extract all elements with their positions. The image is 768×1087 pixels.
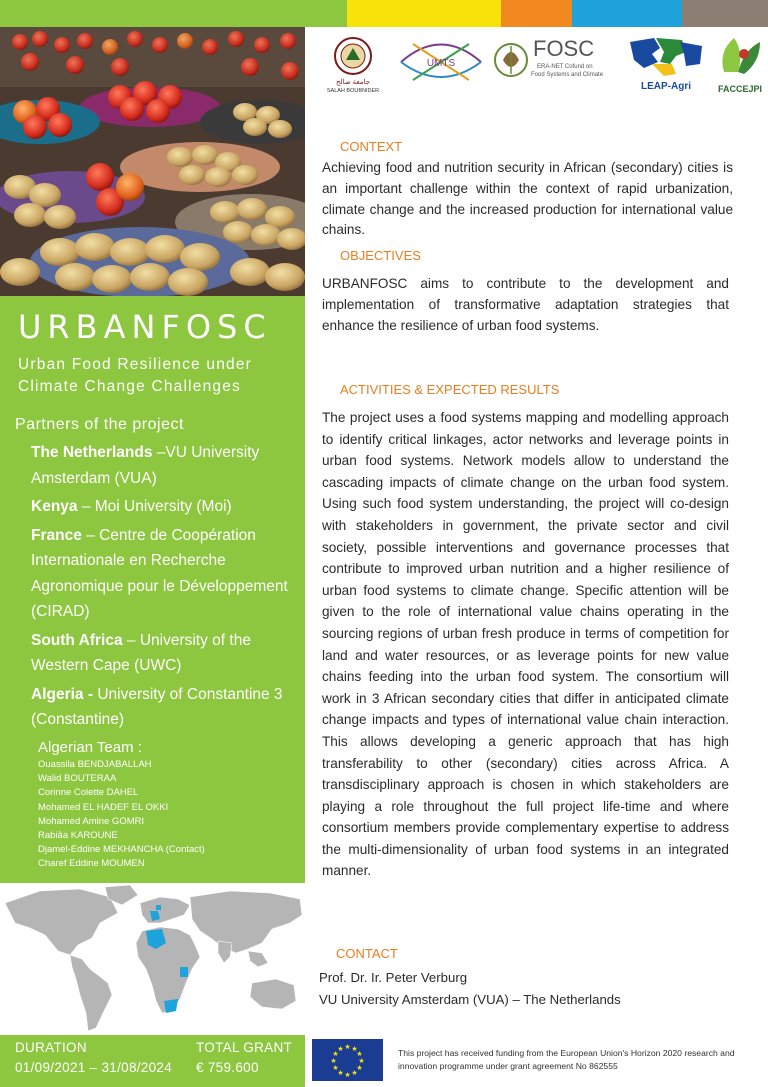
svg-text:★: ★ xyxy=(356,1064,363,1072)
context-heading: CONTEXT xyxy=(340,139,403,154)
duration-grant-strip xyxy=(0,1035,305,1087)
produce-illustration xyxy=(0,27,305,296)
svg-text:★: ★ xyxy=(344,1071,351,1079)
faccejpi-logo xyxy=(714,32,766,96)
partner-institution: Moi University (Moi) xyxy=(94,498,232,515)
partner-institution: University of the Western Cape (UWC) xyxy=(31,631,251,674)
color-segment-grey xyxy=(682,0,768,27)
partner-country: South Africa xyxy=(31,631,123,649)
contact-name: Prof. Dr. Ir. Peter Verburg xyxy=(319,970,468,985)
svg-text:★: ★ xyxy=(358,1057,365,1065)
contact-heading: CONTACT xyxy=(336,946,398,961)
partner-institution: University of Constantine 3 (Constantine) xyxy=(31,685,283,728)
svg-text:★: ★ xyxy=(337,1045,344,1053)
svg-text:★: ★ xyxy=(332,1050,339,1058)
svg-text:★: ★ xyxy=(356,1050,363,1058)
partner-country: Algeria - xyxy=(31,685,94,703)
partner-institution: VU University Amsterdam (VUA) xyxy=(31,444,260,487)
fosc-subtitle-1: ERA-NET Cofund on xyxy=(537,64,593,70)
partners-list xyxy=(31,440,299,736)
context-text: Achieving food and nutrition security in African (secondary) cities is an important challenge within the context of rapid urbanization, climate change and the increased production for international value chains. xyxy=(322,160,733,238)
partner-logos xyxy=(318,32,768,97)
fosc-title: FOSC xyxy=(533,36,595,61)
eu-stars-icon xyxy=(312,1039,383,1081)
partner-countries-map xyxy=(0,883,305,1035)
leap-agri-logo xyxy=(624,34,706,92)
team-member: Mohamed Amine GOMRI xyxy=(38,815,145,827)
partner-country: Kenya xyxy=(31,498,78,515)
svg-text:جامعة صالح: جامعة صالح xyxy=(335,79,371,86)
partners-heading: Partners of the project xyxy=(15,416,184,433)
fosc-leaf-icon xyxy=(493,34,615,90)
funding-statement: This project has received funding from the European Union's Horizon 2020 research and innovation programme under grant agreement No 862555 xyxy=(398,1048,735,1071)
team-member: Corinne Colette DAHEL xyxy=(38,787,139,799)
partner-item xyxy=(31,628,299,679)
eu-flag-icon xyxy=(312,1039,383,1081)
market-produce-photo xyxy=(0,27,305,296)
svg-text:★: ★ xyxy=(337,1069,344,1077)
faccejpi-leaf-icon xyxy=(714,32,766,96)
umts-text: UMTS xyxy=(426,58,456,69)
university-seal-icon xyxy=(318,34,388,94)
fosc-logo xyxy=(493,34,615,90)
project-info-panel xyxy=(0,296,305,883)
faccejpi-text: FACCEJPI xyxy=(717,84,763,94)
duration-label: DURATION xyxy=(15,1040,87,1055)
svg-text:★: ★ xyxy=(351,1069,358,1077)
fosc-subtitle-2: Food Systems and Climate xyxy=(531,72,604,78)
svg-text:★: ★ xyxy=(332,1064,339,1072)
partner-institution: Centre de Coopération Internationale en Recherche Agronomique pour le Développement (CIRAD) xyxy=(31,526,288,620)
color-segment-blue xyxy=(572,0,682,27)
svg-text:★: ★ xyxy=(344,1043,351,1051)
team-member: Rabiâa KAROUNE xyxy=(38,830,118,842)
partner-sep: – xyxy=(77,498,95,515)
world-map xyxy=(0,883,305,1035)
partner-item xyxy=(31,523,299,625)
team-member: Mohamed EL HADEF EL OKKI xyxy=(38,801,169,813)
salah-boubnider-logo xyxy=(318,34,388,94)
team-member: Djamel-Eddine MEKHANCHA (Contact) xyxy=(38,844,205,856)
team-member: Ouassila BENDJABALLAH xyxy=(38,759,152,770)
partner-item xyxy=(31,682,299,733)
salah-boubnider-text: SALAH BOUBNIDER xyxy=(326,88,380,94)
partner-sep: – xyxy=(122,631,140,649)
leap-agri-text: LEAP-Agri xyxy=(641,81,691,92)
duration-value: 01/09/2021 – 31/08/2024 xyxy=(15,1060,173,1075)
team-member: Charef Eddine MOUMEN xyxy=(38,858,145,870)
objectives-heading: OBJECTIVES xyxy=(340,248,421,263)
partner-country: The Netherlands xyxy=(31,444,153,461)
partner-item xyxy=(31,440,299,491)
objectives-text: URBANFOSC aims to contribute to the development and implementation of transformative adaptation strategies that enhance the resilience of urban food systems. xyxy=(322,276,729,333)
algerian-team-heading: Algerian Team : xyxy=(38,739,142,756)
algerian-team-list xyxy=(38,758,205,872)
color-segment-orange xyxy=(501,0,572,27)
partner-sep: – xyxy=(81,526,100,544)
color-segment-yellow xyxy=(347,0,501,27)
umts-logo xyxy=(393,32,489,90)
project-title: URBANFOSC xyxy=(18,308,272,346)
total-grant-label: TOTAL GRANT xyxy=(196,1040,293,1055)
top-color-bar xyxy=(0,0,768,27)
color-segment-green xyxy=(0,0,347,27)
team-member: Walid BOUTERAA xyxy=(38,773,117,785)
partner-item xyxy=(31,494,299,520)
activities-text: The project uses a food systems mapping and modelling approach to identify critical linkages, actor networks and leverage points in urban food systems. Network models allow to understand the cascading impacts of climate change on the urban food system. Using such food system understanding, the project will co-design with stakeholders in government, the private sector and civil society, possible interventions and governance processes that contribute to improved urban nutrition and a higher resilience of urban food systems to climate change. Specific attention will be given to the role of international value chains operating in the sourcing regions of urban fresh produce in terms of competition for land and water resources, or as leverage points for new value chains feeding into the urban food system. The consortium will work in 3 African secondary cities that differ in anticipated climate change impacts and types of international value chain interaction. This allows developing a generic approach that has high transferability to other (secondary) cities across Africa. A transdisciplinary approach is chosen in which stakeholders are playing a role throughout the full project life-time and where consortium members provide complementary expertise to address the multi-dimensionality of urban food systems in an integrated manner. xyxy=(322,410,729,879)
partner-country: France xyxy=(31,526,82,544)
svg-text:★: ★ xyxy=(351,1045,358,1053)
total-grant-value: € 759.600 xyxy=(196,1060,259,1075)
project-subtitle: Urban Food Resilience under Climate Change Challenges xyxy=(18,356,253,395)
activities-heading: ACTIVITIES & EXPECTED RESULTS xyxy=(340,382,560,397)
contact-organization: VU University Amsterdam (VUA) – The Netherlands xyxy=(319,992,621,1007)
partner-sep: – xyxy=(152,444,166,461)
svg-text:★: ★ xyxy=(330,1057,337,1065)
umts-emblem-icon xyxy=(393,32,489,90)
puzzle-map-icon xyxy=(624,34,706,92)
